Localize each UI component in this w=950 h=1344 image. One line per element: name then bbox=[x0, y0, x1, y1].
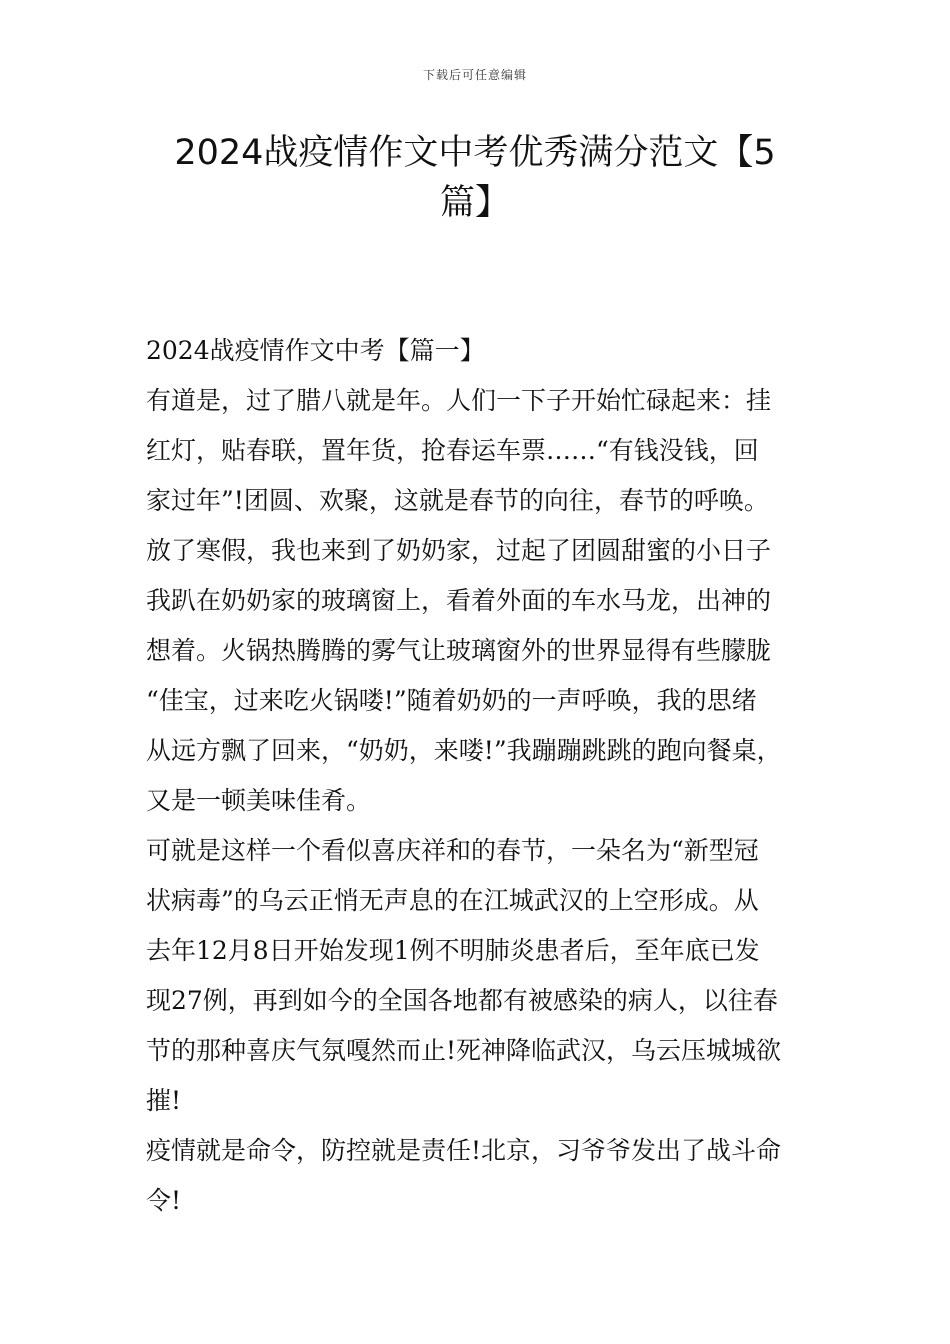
page-header-note: 下载后可任意编辑 bbox=[422, 68, 527, 82]
body-text-line: 我趴在奶奶家的玻璃窗上，看着外面的车水马龙，出神的 bbox=[146, 586, 772, 615]
body-text-line: 疫情就是命令，防控就是责任!北京，习爷爷发出了战斗命 bbox=[146, 1136, 782, 1165]
body-text-line: 家过年”!团圆、欢聚，这就是春节的向往，春节的呼唤。 bbox=[146, 486, 769, 515]
body-text-line: 从远方飘了回来，“奶奶，来喽!”我蹦蹦跳跳的跑向餐桌， bbox=[146, 736, 782, 765]
document-title-line: 2024战疫情作文中考优秀满分范文【5 bbox=[174, 133, 776, 173]
body-text-line: 又是一顿美味佳肴。 bbox=[146, 786, 372, 815]
body-text-line: 节的那种喜庆气氛嘎然而止!死神降临武汉，乌云压城城欲 bbox=[146, 1036, 782, 1065]
body-text-line: 现27例，再到如今的全国各地都有被感染的病人，以往春 bbox=[146, 986, 778, 1015]
body-text-line: “佳宝，过来吃火锅喽!”随着奶奶的一声呼唤，我的思绪 bbox=[146, 686, 757, 715]
document-title bbox=[150, 128, 800, 228]
body-text-line: 可就是这样一个看似喜庆祥和的春节，一朵名为“新型冠 bbox=[146, 836, 759, 865]
body-text-line: 去年12月8日开始发现1例不明肺炎患者后，至年底已发 bbox=[146, 936, 760, 965]
body-text-line: 想着。火锅热腾腾的雾气让玻璃窗外的世界显得有些朦胧 bbox=[146, 636, 772, 665]
document-body bbox=[146, 326, 826, 1226]
body-text-line: 状病毒”的乌云正悄无声息的在江城武汉的上空形成。从 bbox=[146, 886, 759, 915]
section-heading: 2024战疫情作文中考【篇一】 bbox=[146, 336, 485, 365]
body-text-line: 令! bbox=[146, 1186, 182, 1215]
body-text-line: 有道是，过了腊八就是年。人们一下子开始忙碌起来：挂 bbox=[146, 386, 772, 415]
document-title-line: 篇】 bbox=[439, 183, 510, 223]
body-text-line: 放了寒假，我也来到了奶奶家，过起了团圆甜蜜的小日子 bbox=[146, 536, 772, 565]
body-text-line: 摧! bbox=[146, 1086, 182, 1115]
body-text-line: 红灯，贴春联，置年货，抢春运车票……“有钱没钱，回 bbox=[146, 436, 759, 465]
